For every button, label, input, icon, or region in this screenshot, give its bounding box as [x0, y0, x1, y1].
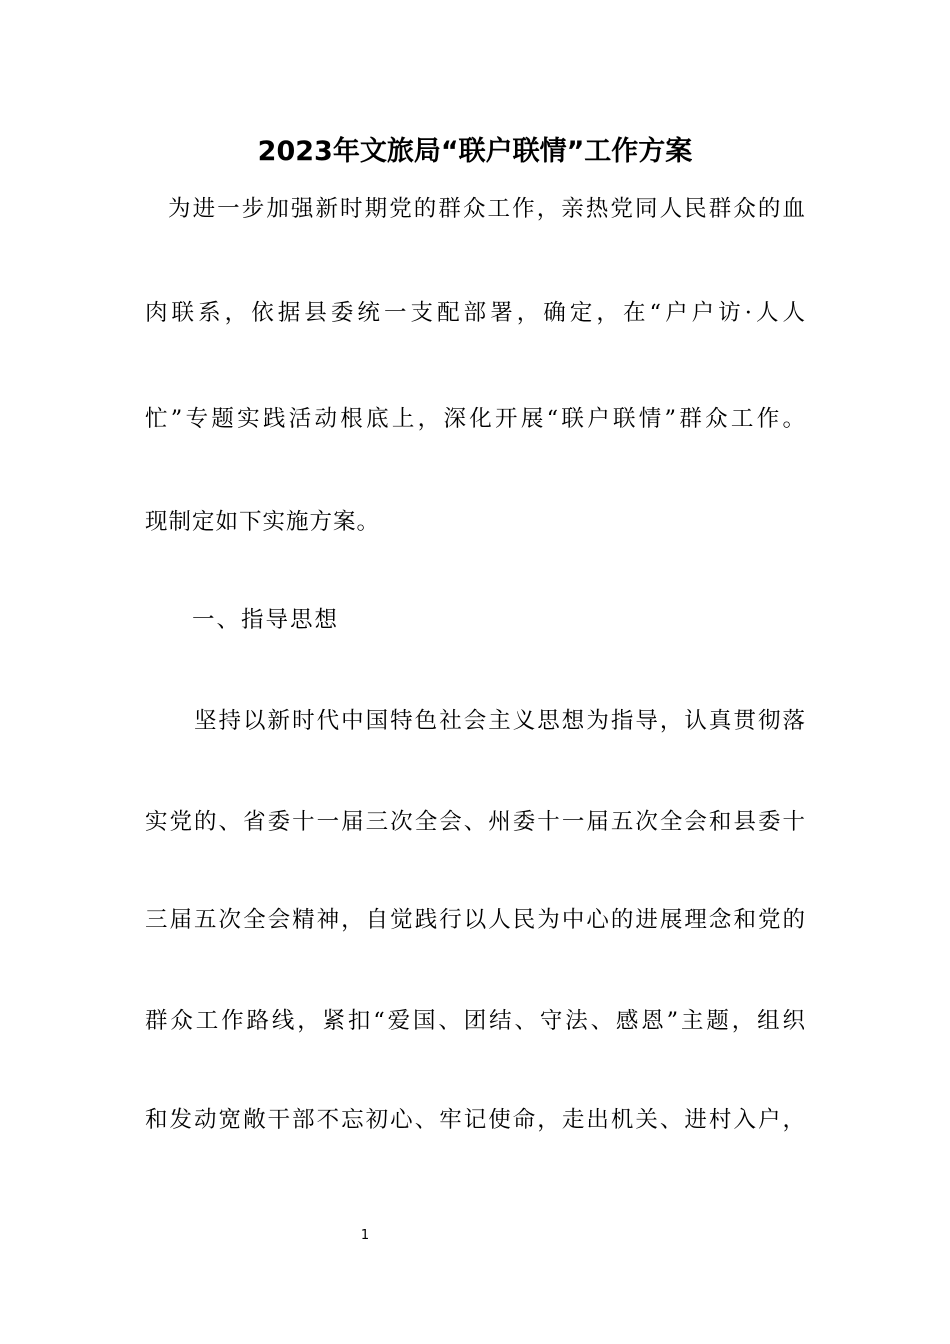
paragraph-line-1: 为进一步加强新时期党的群众工作，亲热党同人民群众的血 [168, 196, 805, 222]
paragraph-line-9: 和发动宽敞干部不忘初心、牢记使命，走出机关、进村入户， [145, 1107, 805, 1133]
paragraph-line-5: 坚持以新时代中国特色社会主义思想为指导，认真贯彻落 [194, 708, 805, 734]
paragraph-line-2: 肉联系，依据县委统一支配部署，确定，在“户户访·人人 [145, 300, 805, 326]
paragraph-line-8: 群众工作路线，紧扣“爱国、团结、守法、感恩”主题，组织 [145, 1008, 805, 1034]
section-heading-guiding-ideology: 一、指导思想 [192, 607, 340, 633]
paragraph-line-7: 三届五次全会精神，自觉践行以人民为中心的进展理念和党的 [145, 907, 805, 933]
paragraph-line-3: 忙”专题实践活动根底上，深化开展“联户联情”群众工作。 [145, 406, 805, 432]
paragraph-line-6: 实党的、省委十一届三次全会、州委十一届五次全会和县委十 [145, 809, 805, 835]
paragraph-line-4: 现制定如下实施方案。 [145, 509, 381, 535]
page-number: 1 [360, 1228, 370, 1243]
document-title: 2023年文旅局“联户联情”工作方案 [257, 136, 693, 167]
